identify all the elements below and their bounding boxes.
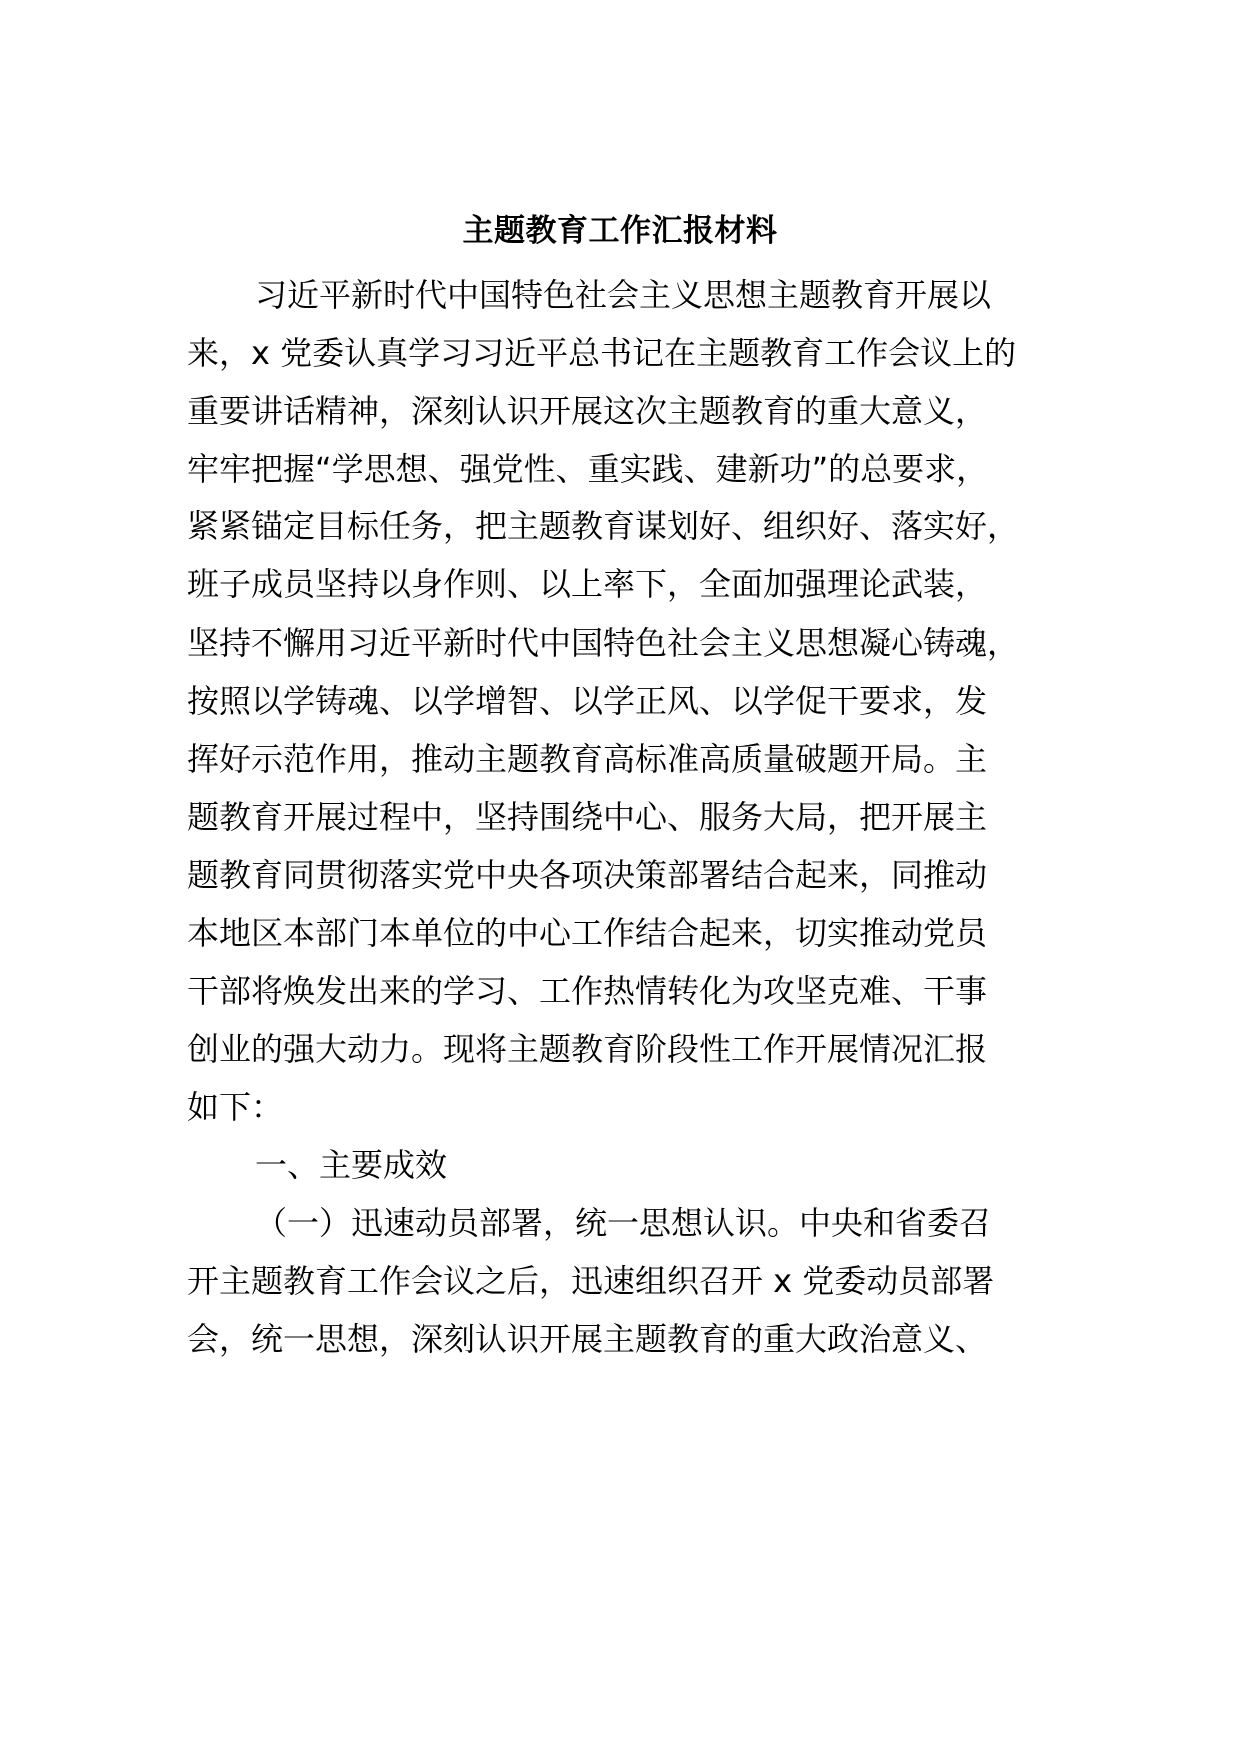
paragraph-line: 紧紧锚定目标任务，把主题教育谋划好、组织好、落实好， bbox=[187, 507, 1020, 545]
paragraph-line: 重要讲话精神，深刻认识开展这次主题教育的重大意义， bbox=[187, 392, 988, 430]
paragraph-line: 如下： bbox=[187, 1088, 284, 1126]
paragraph-line: 班子成员坚持以身作则、以上率下，全面加强理论武装， bbox=[187, 565, 988, 603]
paragraph-line: 开主题教育工作会议之后，迅速组织召开 x 党委动员部署 bbox=[187, 1262, 995, 1300]
paragraph-line: 按照以学铸魂、以学增智、以学正风、以学促干要求，发 bbox=[187, 682, 988, 720]
paragraph-line: 题教育同贯彻落实党中央各项决策部署结合起来，同推动 bbox=[187, 856, 988, 894]
paragraph-line: 创业的强大动力。现将主题教育阶段性工作开展情况汇报 bbox=[187, 1030, 988, 1068]
paragraph-line: 习近平新时代中国特色社会主义思想主题教育开展以 bbox=[255, 276, 992, 314]
paragraph-line: 干部将焕发出来的学习、工作热情转化为攻坚克难、干事 bbox=[187, 972, 988, 1010]
paragraph-line: 会，统一思想，深刻认识开展主题教育的重大政治意义、 bbox=[187, 1320, 988, 1358]
paragraph-line: 题教育开展过程中，坚持围绕中心、服务大局，把开展主 bbox=[187, 798, 988, 836]
paragraph-line: 坚持不懈用习近平新时代中国特色社会主义思想凝心铸魂， bbox=[187, 624, 1020, 662]
paragraph-line: （一）迅速动员部署，统一思想认识。中央和省委召 bbox=[255, 1204, 992, 1242]
paragraph-line: 牢牢把握“学思想、强党性、重实践、建新功”的总要求， bbox=[187, 450, 989, 488]
document-title: 主题教育工作汇报材料 bbox=[462, 213, 778, 249]
section-heading: 一、主要成效 bbox=[255, 1146, 448, 1184]
paragraph-line: 本地区本部门本单位的中心工作结合起来，切实推动党员 bbox=[187, 914, 988, 952]
paragraph-line: 来，x 党委认真学习习近平总书记在主题教育工作会议上的 bbox=[187, 334, 1017, 372]
paragraph-line: 挥好示范作用，推动主题教育高标准高质量破题开局。主 bbox=[187, 740, 988, 778]
